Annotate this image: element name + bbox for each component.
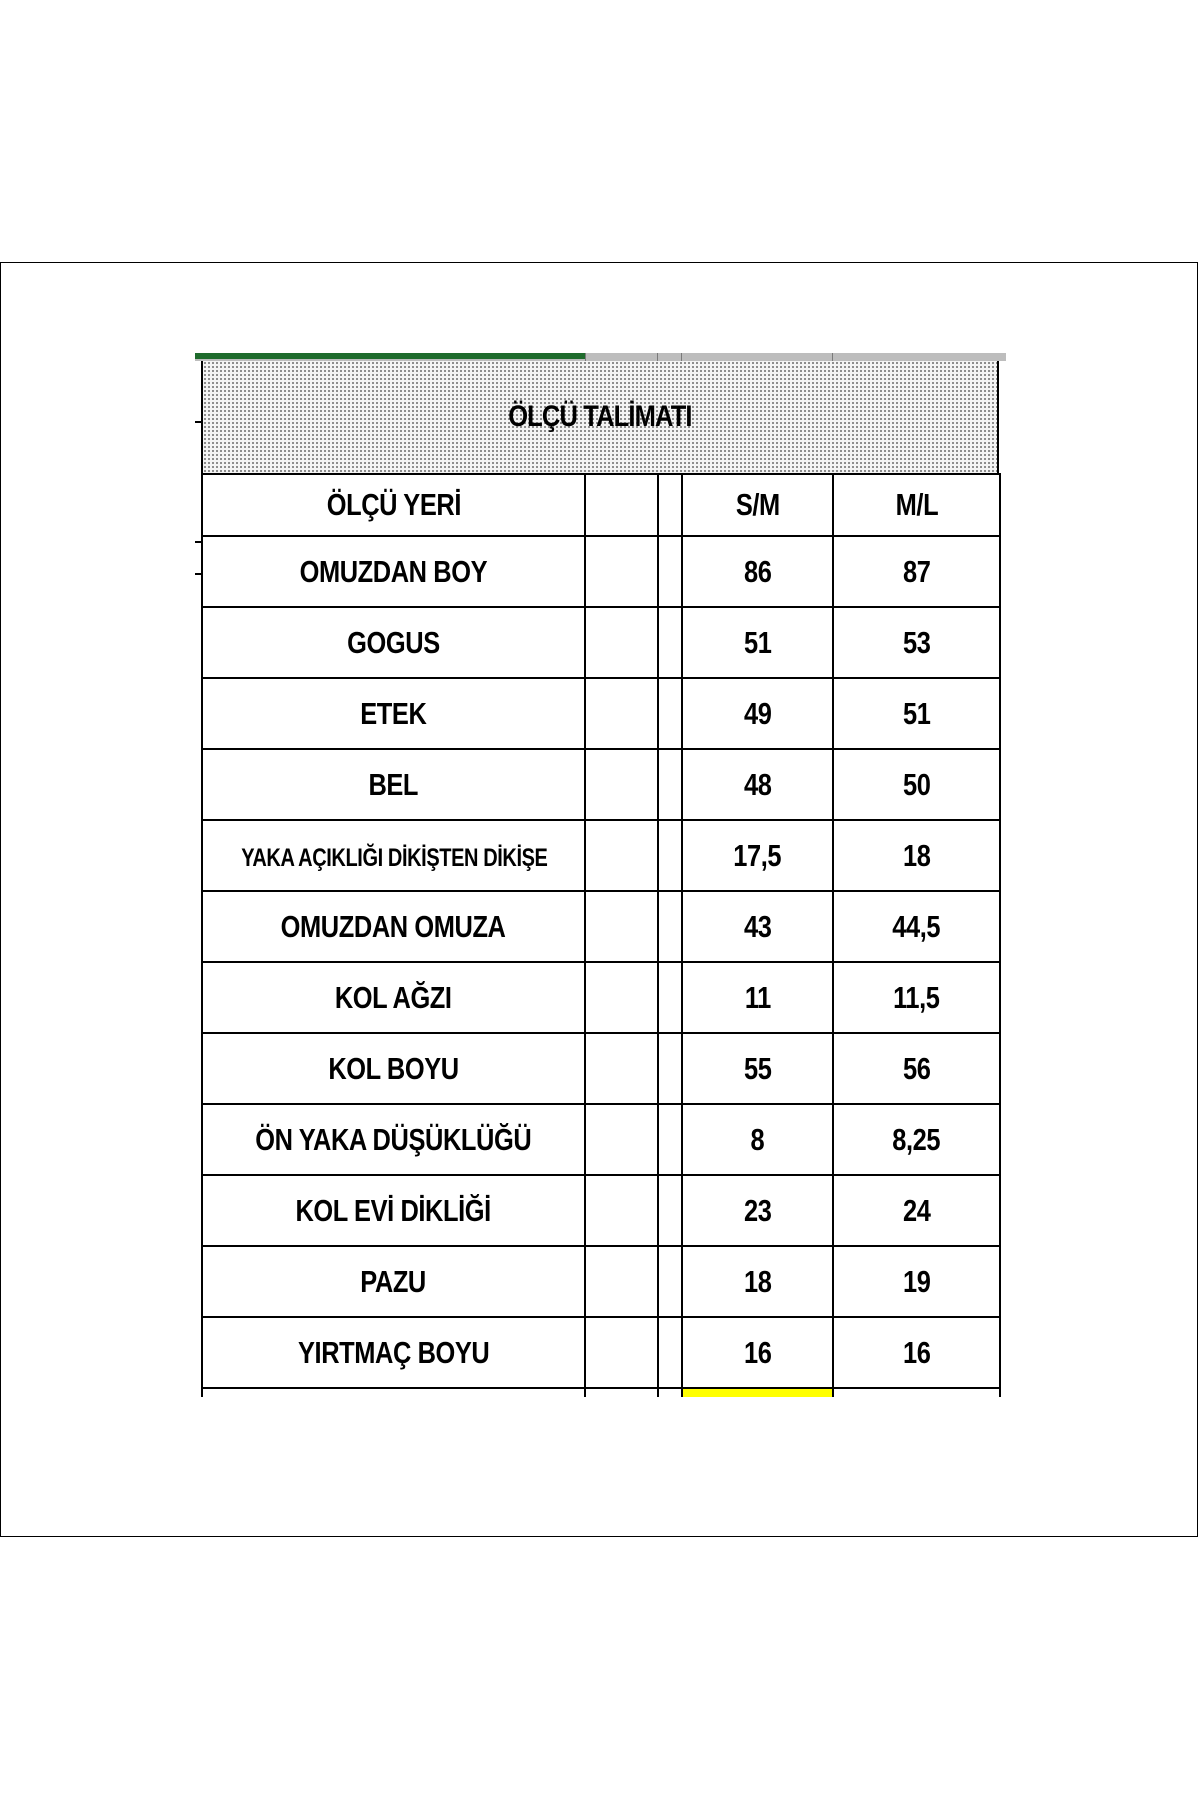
ml-value-cell[interactable]: 44,5 (833, 891, 1000, 962)
header-size-sm-cell[interactable] (682, 474, 833, 536)
selected-cell[interactable] (682, 1388, 833, 1397)
sm-value-cell[interactable]: 23 (682, 1175, 833, 1246)
table-row (202, 1104, 1000, 1175)
table-row (202, 891, 1000, 962)
measure-cell[interactable]: KOL BOYU (202, 1033, 585, 1104)
measure-cell[interactable]: YIRTMAÇ BOYU (202, 1317, 585, 1388)
sm-value-cell[interactable]: 55 (682, 1033, 833, 1104)
sm-value-cell[interactable]: 8 (682, 1104, 833, 1175)
measure-cell[interactable]: OMUZDAN OMUZA (202, 891, 585, 962)
measure-cell[interactable]: KOL AĞZI (202, 962, 585, 1033)
table-row (202, 1246, 1000, 1317)
table-row-partial (202, 1388, 1000, 1397)
table-row (202, 820, 1000, 891)
sm-value-cell[interactable]: 86 (682, 536, 833, 607)
column-header-strip (195, 353, 1006, 361)
size-chart-sheet (195, 353, 1006, 1427)
sm-value-cell[interactable]: 11 (682, 962, 833, 1033)
table-row (202, 749, 1000, 820)
table-row (202, 607, 1000, 678)
sm-value-cell[interactable]: 51 (682, 607, 833, 678)
ml-value-cell[interactable]: 51 (833, 678, 1000, 749)
ml-value-cell[interactable]: 16 (833, 1317, 1000, 1388)
header-size-ml-cell[interactable] (833, 474, 1000, 536)
selected-column-indicator (195, 353, 585, 359)
table-header-row (202, 474, 1000, 536)
ml-value-cell[interactable]: 8,25 (833, 1104, 1000, 1175)
ml-value-cell[interactable]: 19 (833, 1246, 1000, 1317)
ml-value-cell[interactable]: 50 (833, 749, 1000, 820)
table-row (202, 1033, 1000, 1104)
header-measure-cell[interactable] (202, 474, 585, 536)
sm-value-cell[interactable]: 18 (682, 1246, 833, 1317)
sm-value-cell[interactable]: 17,5 (682, 820, 833, 891)
empty-cell[interactable] (585, 474, 658, 536)
ml-value-cell[interactable]: 53 (833, 607, 1000, 678)
page-title: ÖLÇÜ TALİMATI (508, 400, 692, 433)
table-row (202, 1175, 1000, 1246)
measurement-table (201, 473, 1001, 1397)
ml-value-cell[interactable]: 56 (833, 1033, 1000, 1104)
sm-value-cell[interactable]: 43 (682, 891, 833, 962)
ml-value-cell[interactable]: 18 (833, 820, 1000, 891)
ml-value-cell[interactable]: 87 (833, 536, 1000, 607)
measure-cell[interactable]: BEL (202, 749, 585, 820)
sm-value-cell[interactable]: 16 (682, 1317, 833, 1388)
table-row (202, 678, 1000, 749)
sm-value-cell[interactable]: 48 (682, 749, 833, 820)
measure-cell[interactable]: GOGUS (202, 607, 585, 678)
table-row (202, 962, 1000, 1033)
header-size-ml: M/L (895, 487, 938, 522)
measure-cell[interactable]: KOL EVİ DİKLİĞİ (202, 1175, 585, 1246)
table-row (202, 1317, 1000, 1388)
measure-cell[interactable]: ETEK (202, 678, 585, 749)
measure-cell[interactable]: YAKA AÇIKLIĞI DİKİŞTEN DİKİŞE (202, 820, 585, 891)
measure-cell[interactable]: OMUZDAN BOY (202, 536, 585, 607)
table-row (202, 536, 1000, 607)
ml-value-cell[interactable]: 24 (833, 1175, 1000, 1246)
measure-cell[interactable]: PAZU (202, 1246, 585, 1317)
empty-cell[interactable] (658, 474, 682, 536)
header-measure: ÖLÇÜ YERİ (326, 487, 461, 522)
ml-value-cell[interactable]: 11,5 (833, 962, 1000, 1033)
sm-value-cell[interactable]: 49 (682, 678, 833, 749)
title-cell[interactable] (201, 361, 999, 473)
header-size-sm: S/M (735, 487, 780, 522)
measure-cell[interactable]: ÖN YAKA DÜŞÜKLÜĞÜ (202, 1104, 585, 1175)
